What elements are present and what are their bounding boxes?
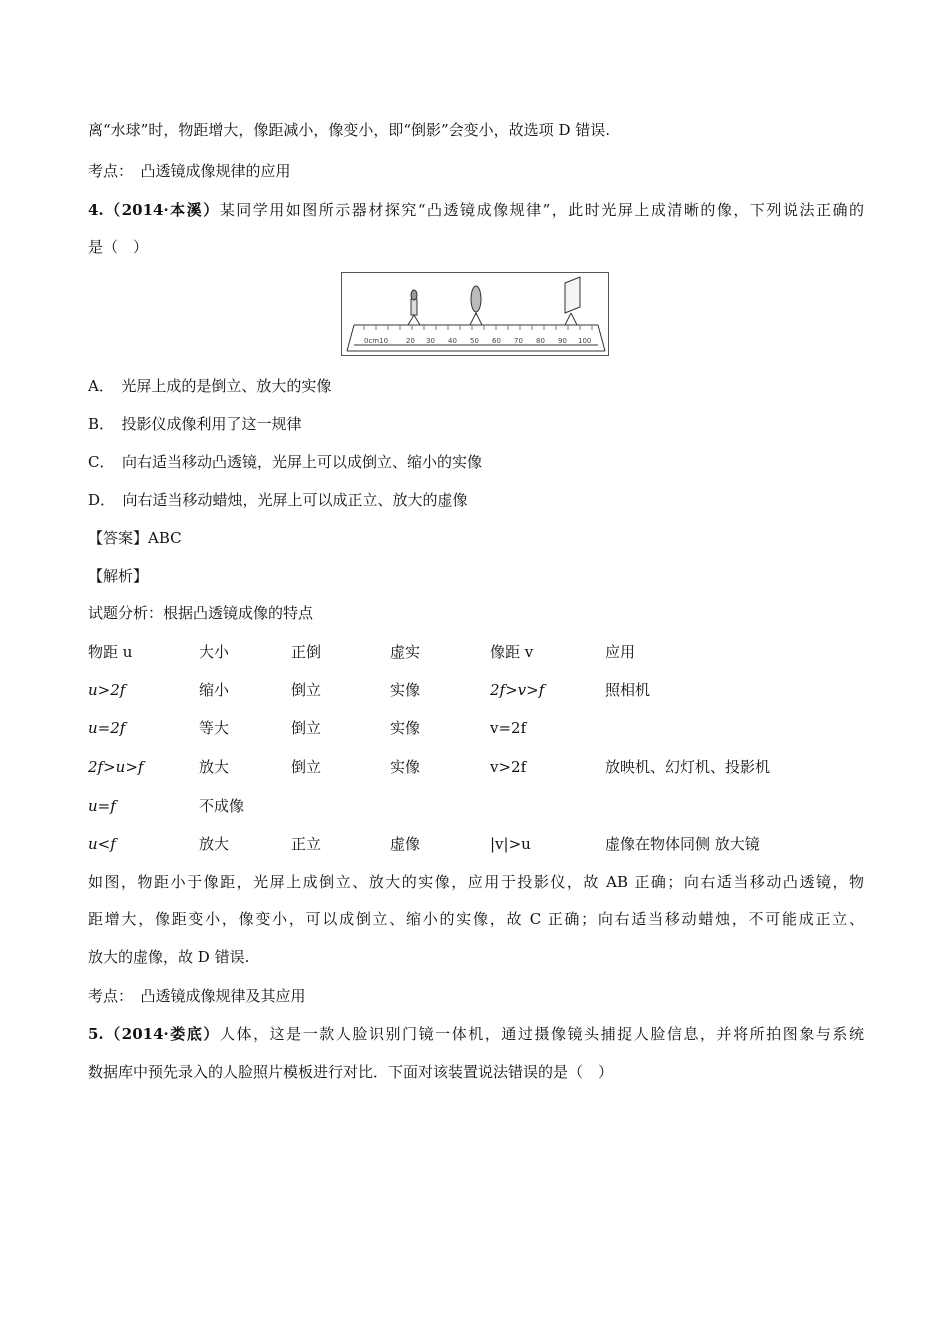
q4-stem-text: 某同学用如图所示器材探究“凸透镜成像规律”，此时光屏上成清晰的像，下列说法正确的	[219, 201, 864, 219]
table-header-row	[0, 642, 950, 662]
table-cell: 虚像在物体同侧 放大镜	[605, 835, 760, 853]
q4-option-c: C． 向右适当移动凸透镜，光屏上可以成倒立、缩小的实像	[88, 453, 482, 471]
table-row	[0, 834, 950, 854]
table-cell: |v|>u	[490, 835, 531, 853]
q5-source: （2014·娄底）	[103, 1025, 220, 1043]
table-cell: 虚像	[390, 835, 421, 853]
bench-left-leg	[347, 325, 354, 351]
table-cell: u=2f	[88, 719, 126, 737]
screen-holder	[565, 277, 580, 325]
bench-minor-ticks	[364, 325, 592, 330]
table-cell: u<f	[88, 835, 116, 853]
table-cell: 正立	[291, 835, 322, 853]
table-cell: 倒立	[291, 719, 322, 737]
table-header-cell: 像距 v	[490, 643, 534, 661]
table-row	[0, 718, 950, 738]
bench-right-leg	[598, 325, 605, 351]
table-cell: v>2f	[490, 758, 527, 776]
q4-option-d: D． 向右适当移动蜡烛，光屏上可以成正立、放大的虚像	[88, 491, 468, 509]
table-cell: 实像	[390, 719, 421, 737]
q4-conclusion-line3: 放大的虚像，故 D 错误.	[88, 948, 250, 966]
table-row	[0, 757, 950, 777]
table-cell: u=f	[88, 797, 116, 815]
table-cell: 实像	[390, 681, 421, 699]
tick-label: 90	[558, 337, 567, 345]
tick-label: 60	[492, 337, 501, 345]
table-header-cell: 物距 u	[88, 643, 133, 661]
tick-label: 100	[578, 337, 592, 345]
prev-explanation-tail: 离“水球”时，物距增大，像距减小，像变小，即“倒影”会变小，故选项 D 错误.	[88, 121, 611, 139]
lens-holder	[470, 286, 482, 325]
tick-label: 50	[470, 337, 479, 345]
tick-label: 40	[448, 337, 457, 345]
q4-stem-line1	[88, 200, 864, 220]
table-cell: 实像	[390, 758, 421, 776]
bench-tick-labels	[364, 337, 591, 345]
table-header-cell: 应用	[605, 643, 636, 661]
q4-analysis-intro: 试题分析：根据凸透镜成像的特点	[88, 604, 314, 622]
q4-stem-line2: 是（ ）	[88, 238, 149, 256]
tick-label: 70	[514, 337, 523, 345]
table-cell: v=2f	[490, 719, 527, 737]
tick-label: 80	[536, 337, 545, 345]
table-header-cell: 虚实	[390, 643, 421, 661]
q5-number: 5.	[88, 1025, 104, 1043]
table-row	[0, 796, 950, 816]
tick-label: 30	[426, 337, 435, 345]
tick-label: 0cm10	[364, 337, 389, 345]
table-cell: 放大	[199, 835, 230, 853]
prev-kaodian: 考点： 凸透镜成像规律的应用	[88, 162, 291, 180]
optical-bench-drawing	[342, 273, 608, 355]
table-cell: u>2f	[88, 681, 126, 699]
table-cell: 放映机、幻灯机、投影机	[605, 758, 771, 776]
q4-conclusion-line1: 如图，物距小于像距，光屏上成倒立、放大的实像，应用于投影仪，故 AB 正确；向右适当移动凸透镜，物	[88, 873, 864, 891]
table-header-cell: 正倒	[291, 643, 322, 661]
q4-option-a: A． 光屏上成的是倒立、放大的实像	[88, 377, 332, 395]
q5-stem-line2: 数据库中预先录入的人脸照片模板进行对比．下面对该装置说法错误的是（ ）	[88, 1063, 614, 1081]
optical-bench-figure	[341, 272, 609, 356]
q4-option-b: B． 投影仪成像利用了这一规律	[88, 415, 302, 433]
table-cell: 不成像	[199, 797, 245, 815]
table-cell: 倒立	[291, 681, 322, 699]
table-cell: 放大	[199, 758, 230, 776]
q4-kaodian: 考点： 凸透镜成像规律及其应用	[88, 987, 306, 1005]
table-row	[0, 680, 950, 700]
table-cell: 照相机	[605, 681, 651, 699]
q4-source: （2014·本溪）	[103, 201, 220, 219]
q4-analysis-header: 【解析】	[88, 567, 149, 585]
table-cell: 2f>u>f	[88, 758, 144, 776]
table-cell: 等大	[199, 719, 230, 737]
q4-answer: 【答案】ABC	[88, 529, 182, 547]
table-cell: 2f>v>f	[490, 681, 545, 699]
table-cell: 倒立	[291, 758, 322, 776]
q4-number: 4.	[88, 201, 104, 219]
q5-stem-line1	[88, 1024, 864, 1044]
candle-holder	[408, 290, 420, 325]
table-header-cell: 大小	[199, 643, 230, 661]
tick-label: 20	[406, 337, 415, 345]
q5-stem-text: 人体，这是一款人脸识别门镜一体机，通过摄像镜头捕捉人脸信息，并将所拍图象与系统	[219, 1025, 864, 1043]
q4-conclusion-line2: 距增大，像距变小，像变小，可以成倒立、缩小的实像，故 C 正确；向右适当移动蜡烛，不可能成正立、	[88, 910, 864, 928]
table-cell: 缩小	[199, 681, 230, 699]
